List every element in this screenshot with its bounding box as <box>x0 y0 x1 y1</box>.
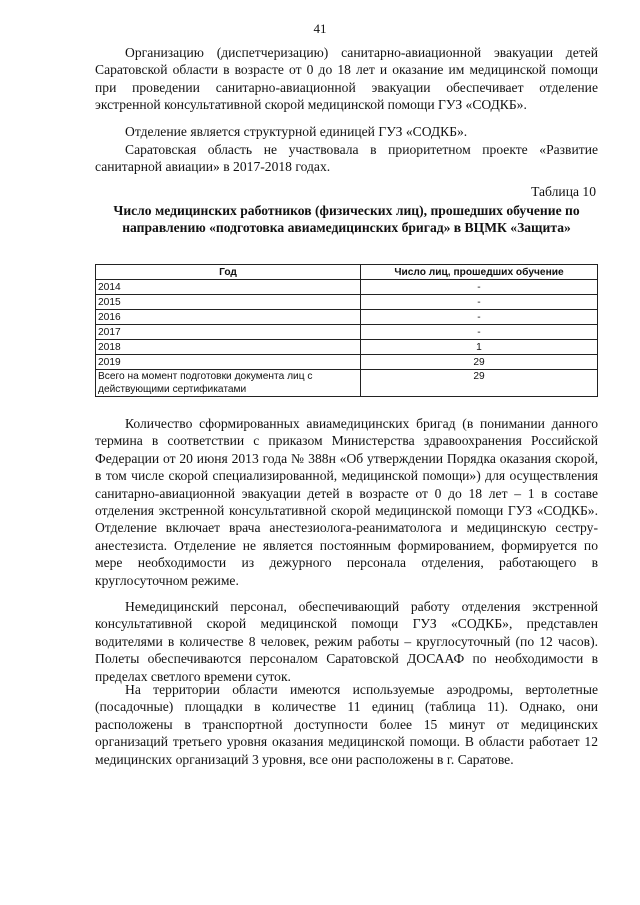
cell-count: 29 <box>361 355 598 370</box>
header-year: Год <box>96 265 361 280</box>
table-row <box>96 295 598 310</box>
paragraph-airfields: На территории области имеются используемые аэродромы, вертолетные (посадочные) площадки в количестве 11 единиц (таблица 11). Однако, они расположены в транспортной доступности более 15 минут от медицинских организаций третьего уровня оказания медицинской помощи. В области работает 12 медицинских организаций 3 уровня, все они расположены в г. Саратове. <box>95 682 598 767</box>
cell-count: - <box>361 280 598 295</box>
cell-count: 1 <box>361 340 598 355</box>
paragraph-non-medical-staff: Немедицинский персонал, обеспечивающий работу отделения экстренной консультативной скорой медицинской помощи ГУЗ «СОДКБ», представлен водителями в количестве 8 человек, режим работы – круглосуточный (по 12 часов). Полеты обеспечиваются персоналом Саратовской ДОСААФ по необходимости в пределах светлого времени суток. <box>95 599 598 684</box>
paragraph-evacuation-organization: Организацию (диспетчеризацию) санитарно-авиационной эвакуации детей Саратовской области в возрасте от 0 до 18 лет и оказание им медицинской помощи при проведении санитарно-авиационной эвакуации обеспечивает отделение экстренной консультативной скорой медицинской помощи ГУЗ «СОДКБ». <box>95 45 598 113</box>
cell-year: 2015 <box>96 295 361 310</box>
table-row <box>96 310 598 325</box>
cell-count: - <box>361 295 598 310</box>
cell-count: - <box>361 310 598 325</box>
cell-year: 2014 <box>96 280 361 295</box>
cell-total-label: Всего на момент подготовки документа лиц с действующими сертификатами <box>96 370 361 397</box>
cell-year: 2016 <box>96 310 361 325</box>
table-total-row <box>96 370 598 397</box>
cell-year: 2018 <box>96 340 361 355</box>
cell-total-count: 29 <box>361 370 598 397</box>
cell-year: 2019 <box>96 355 361 370</box>
training-table <box>95 264 598 397</box>
page-number: 41 <box>313 21 327 36</box>
paragraph-brigades-count: Количество сформированных авиамедицинских бригад (в понимании данного термина в соответствии с приказом Министерства здравоохранения Российской Федерации от 20 июня 2013 года № 388н «Об утверждении Порядка оказания скорой, в том числе скорой специализированной, медицинской помощи») для осуществления санитарно-авиационной эвакуации детей в возрасте от 0 до 18 лет – 1 в составе отделения экстренной консультативной скорой медицинской помощи ГУЗ «СОДКБ». Отделение включает врача анестезиолога-реаниматолога и медицинскую сестру-анестезиста. Отделение не является постоянным формированием, формируется по мере необходимости из дежурного персонала отделения, работающего в круглосуточном режиме. <box>95 416 598 588</box>
table-header-row <box>96 265 598 280</box>
header-count: Число лиц, прошедших обучение <box>361 265 598 280</box>
table-row <box>96 355 598 370</box>
table-row <box>96 280 598 295</box>
table-number-label: Таблица 10 <box>531 184 596 199</box>
table-title: Число медицинских работников (физических лиц), прошедших обучение по направлению «подготовка авиамедицинских бригад» в ВЦМК «Защита» <box>113 203 580 235</box>
table-row <box>96 325 598 340</box>
cell-count: - <box>361 325 598 340</box>
paragraph-priority-project: Саратовская область не участвовала в приоритетном проекте «Развитие санитарной авиации» в 2017-2018 годах. <box>95 142 598 175</box>
table-row <box>96 340 598 355</box>
paragraph-structural-unit: Отделение является структурной единицей ГУЗ «СОДКБ». <box>125 124 468 139</box>
cell-year: 2017 <box>96 325 361 340</box>
